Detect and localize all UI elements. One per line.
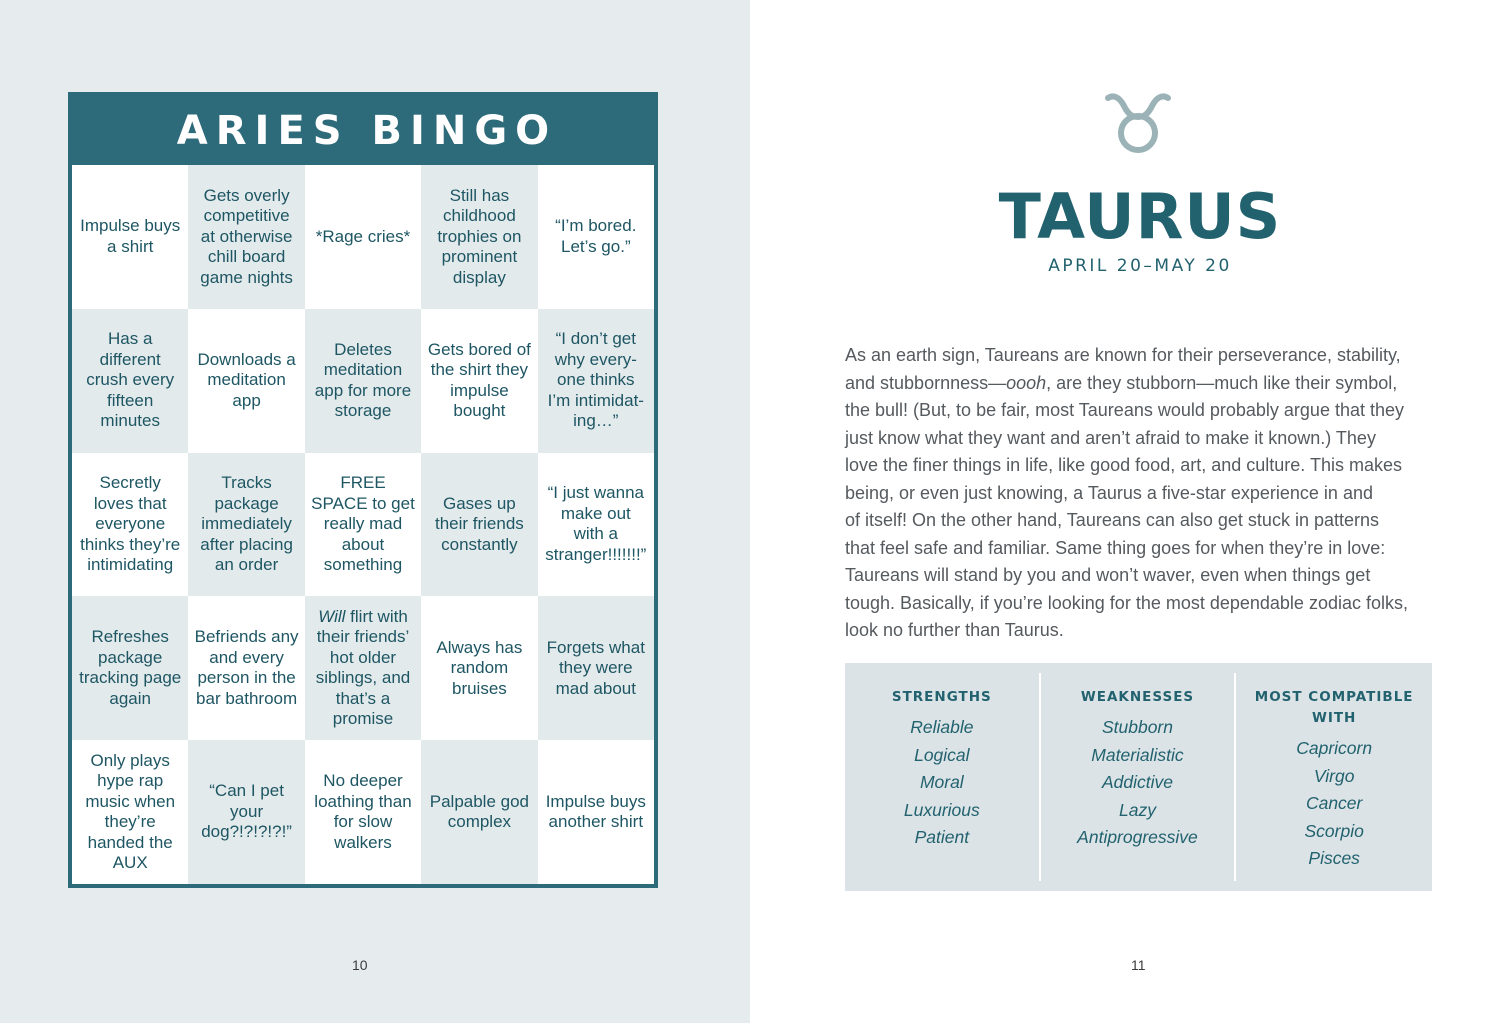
weakness-item: Stubborn: [1101, 717, 1173, 737]
weakness-item: Materialistic: [1091, 744, 1184, 765]
compatible-heading: MOST COMPATIBLE WITH: [1254, 689, 1414, 726]
bingo-grid: [72, 165, 654, 884]
bingo-cell-text: Befriends any and every person in the bar bathroom: [194, 627, 299, 708]
bingo-cell: [188, 165, 304, 309]
body-line: of itself! On the other hand, Taureans can also get stuck in patterns: [845, 510, 1379, 530]
bingo-cell-text: Tracks package immediately after placing an order: [200, 473, 293, 575]
bingo-cell-text: Gases up their friends constantly: [434, 493, 524, 554]
bingo-cell: [538, 453, 654, 597]
sign-dates: APRIL 20–MAY 20: [1048, 256, 1232, 276]
strength-item: Logical: [914, 744, 970, 765]
bingo-cell: [538, 309, 654, 453]
strength-item: Patient: [914, 827, 970, 847]
bingo-cell: [421, 309, 537, 453]
body-line: look no further than Taurus.: [845, 620, 1064, 640]
bingo-cell: [72, 309, 188, 453]
bingo-cell-text: Secretly loves that everyone thinks they’re intimidating: [80, 473, 181, 575]
strength-item: Luxurious: [903, 799, 980, 820]
bingo-cell: [421, 453, 537, 597]
bingo-cell-text: Gets overly competitive at otherwise chill board game nights: [200, 185, 293, 287]
bingo-cell-text: Impulse buys another shirt: [545, 791, 646, 832]
bingo-cell: [188, 309, 304, 453]
bingo-cell-text: Impulse buys a shirt: [80, 216, 181, 256]
compatible-item: Virgo: [1313, 765, 1355, 786]
bingo-cell: [72, 453, 188, 597]
weakness-item: Antiprogressive: [1077, 827, 1198, 847]
bingo-cell-text: Downloads a meditation app: [197, 349, 296, 410]
weaknesses-column: [1041, 673, 1237, 881]
body-line: tough. Basically, if you’re looking for the most dependable zodiac folks,: [845, 592, 1408, 613]
weaknesses-heading: WEAKNESSES: [1080, 689, 1195, 705]
bingo-cell: [188, 596, 304, 740]
body-line: Taureans will stand by you and won’t waver, even when things get: [845, 565, 1371, 585]
body-line: that feel safe and familiar. Same thing goes for when they’re in love:: [845, 537, 1386, 558]
bingo-cell-text: *Rage cries*: [315, 226, 411, 246]
compatible-item: Capricorn: [1296, 738, 1373, 758]
body-line: love the finer things in life, like good food, art, and culture. This makes: [845, 455, 1402, 475]
bingo-cell-text: “I don’t get why every-one thinks I’m intimidat-ing…”: [547, 329, 644, 431]
bingo-cell: [305, 309, 421, 453]
compatible-item: Cancer: [1305, 793, 1363, 813]
sign-description: [845, 342, 1430, 645]
bingo-cell-text: “I’m bored. Let’s go.”: [555, 216, 637, 256]
bingo-cell: [305, 453, 421, 597]
bingo-cell-text: No deeper loathing than for slow walkers: [314, 771, 412, 852]
bingo-cell: [72, 596, 188, 740]
bingo-cell-text: Always has random bruises: [436, 637, 523, 698]
bingo-cell: [538, 596, 654, 740]
strength-item: Reliable: [910, 717, 974, 737]
bingo-cell-text: Forgets what they were mad about: [546, 637, 645, 698]
weakness-item: Addictive: [1101, 772, 1173, 792]
strength-item: Moral: [919, 772, 964, 792]
bingo-cell: [421, 740, 537, 884]
bingo-cell-text: Has a different crush every fifteen minutes: [86, 329, 175, 431]
body-line: As an earth sign, Taureans are known for their perseverance, stability,: [845, 345, 1401, 365]
bingo-cell-text: Deletes meditation app for more storage: [314, 339, 412, 421]
bingo-cell: [188, 740, 304, 884]
bingo-cell: [421, 596, 537, 740]
page-number-right: 11: [1131, 957, 1146, 973]
weakness-item: Lazy: [1119, 799, 1156, 820]
bingo-cell: [72, 165, 188, 309]
body-line: and stubbornness—oooh, are they stubborn—much like their symbol,: [845, 372, 1398, 393]
page-number-left: 10: [352, 957, 368, 973]
bingo-cell-text: Still has childhood trophies on prominent display: [437, 185, 522, 287]
bingo-cell: [421, 165, 537, 309]
bingo-cell: [72, 740, 188, 884]
taurus-icon: [1104, 90, 1172, 156]
bingo-cell: [538, 165, 654, 309]
compatible-item: Pisces: [1308, 848, 1360, 868]
bingo-cell: [538, 740, 654, 884]
bingo-card: [68, 92, 658, 888]
bingo-cell: [188, 453, 304, 597]
bingo-cell-text: Palpable god complex: [429, 791, 530, 832]
bingo-cell-text: “I just wanna make out with a stranger!!!!!!!”: [545, 483, 647, 564]
bingo-cell: [305, 596, 421, 740]
bingo-cell-text: Gets bored of the shirt they impulse bought: [427, 339, 531, 421]
sign-title: TAURUS: [998, 180, 1282, 253]
bingo-title: ARIES BINGO: [72, 96, 654, 165]
bingo-cell-text: “Can I pet your dog?!?!?!?!”: [201, 781, 292, 842]
body-line: just know what they want and aren’t afraid to make it known.) They: [845, 427, 1376, 448]
bingo-cell: [305, 165, 421, 309]
body-line: the bull! (But, to be fair, most Taureans would probably argue that they: [845, 400, 1405, 420]
strengths-heading: STRENGTHS: [891, 689, 992, 705]
bingo-cell: [305, 740, 421, 884]
bingo-cell-text: FREE SPACE to get really mad about something: [311, 473, 415, 575]
body-line: being, or even just knowing, a Taurus a five-star experience in and: [845, 482, 1373, 503]
bingo-cell-text: Will flirt with their friends’ hot older siblings, and that’s a promise: [315, 606, 411, 729]
compatible-column: [1236, 673, 1432, 881]
bingo-cell-text: Only plays hype rap music when they’re handed the AUX: [85, 750, 176, 873]
traits-table: [845, 663, 1432, 891]
strengths-column: [845, 673, 1041, 881]
compatible-item: Scorpio: [1304, 820, 1364, 841]
bingo-cell-text: Refreshes package tracking page again: [79, 627, 182, 708]
